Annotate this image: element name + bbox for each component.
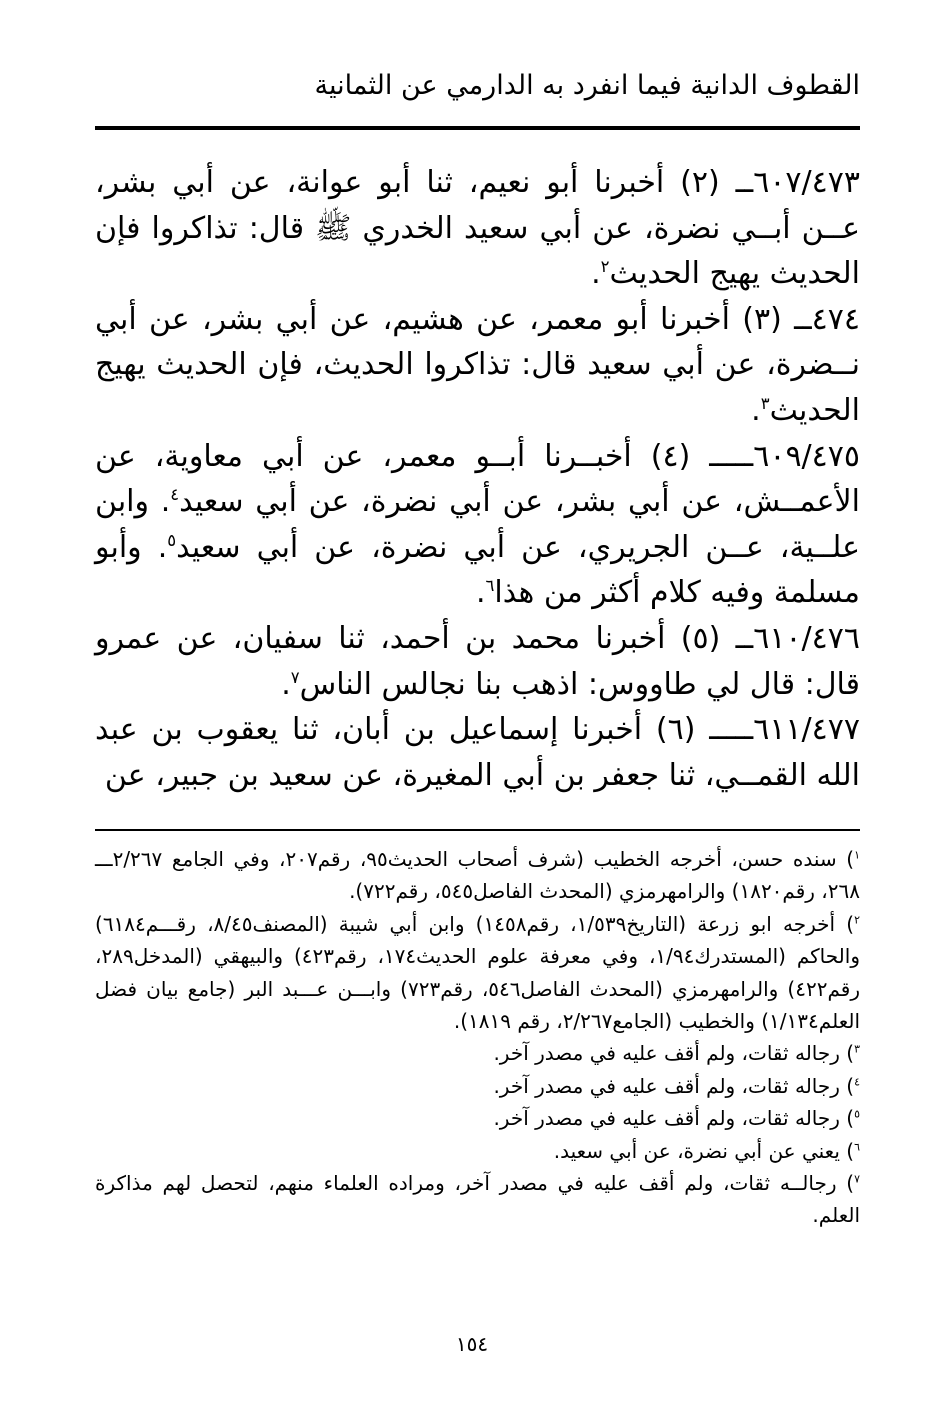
- hadith-text: ٦١٠/٤٧٦ــ (٥) أخبرنا محمد بن أحمد، ثنا سفيان، عن عمرو قال: قال لي طاووس: اذهب بنا نجالس الناس: [95, 620, 860, 702]
- footnote: $^٣$) رجاله ثقات، ولم أقف عليه في مصدر آخر.: [493, 1041, 860, 1066]
- footnote: $^٥$) رجاله ثقات، ولم أقف عليه في مصدر آخر.: [493, 1106, 860, 1131]
- hadith-text: . وابن علــية، عــن الجريري، عن أبي نضرة، عن أبي سعيد: [95, 484, 860, 565]
- hadith-text: ٦٠٩/٤٧٥ـــــ (٤) أخبــرنا أبــو معمر، عن أبي معاوية، عن الأعمــش، عن أبي بشر، عن أبي نضرة، عن أبي سعيد: [95, 438, 861, 520]
- main-text: [95, 160, 860, 798]
- footnote-number: ٦: [854, 1140, 860, 1153]
- footnote-text: سنده حسن، أخرجه الخطيب (شرف أصحاب الحديث٩٥، رقم٢٠٧، وفي الجامع ٢/٢٦٧ـــ ٢٦٨، رقم١٨٢٠) والرامهرمزي (المحدث الفاصل٥٤٥، رقم٧٢٢).: [95, 847, 860, 904]
- footnote-marker: ٤: [170, 485, 180, 505]
- footnote-number: ٤: [854, 1075, 860, 1089]
- hadith-text: . وأبو مسلمة وفيه كلام أكثر من هذا: [95, 529, 860, 611]
- header-divider: [95, 126, 860, 130]
- hadith-text: ٦١١/٤٧٧ـــــ (٦) أخبرنا إسماعيل بن أبان، ثنا يعقوب بن عبد الله القمــي، ثنا جعفر بن أبي المغيرة، عن سعيد بن جبير، عن: [95, 712, 860, 793]
- hadith-end: .: [475, 575, 486, 611]
- footnote-number: ٢: [854, 913, 860, 927]
- footnote: $^٢$) أخرجه ابو زرعة (التاريخ١/٥٣٩، رقم١٤٥٨) وابن أبي شيبة (المصنف٨/٤٥، رقـــم٦١٨٤) والحاكم (المستدرك١/٩٤، وفي معرفة علوم الحديث١٧٤، رقم٤٢٣) والبيهقي (المدخل٢٨٩، رقم٤٢٢) والرامهرمزي (المحدث الفاصل٥٤٦، رقم٧٢٣) وابـــن عـــبد البر (جامع بيان فضل العلم١/١٣٤) والخطيب (الجامع٢/٢٦٧، رقم ١٨١٩).: [95, 911, 860, 1034]
- hadith-end: .: [751, 392, 761, 428]
- footnote: $^٦$) يعني عن أبي نضرة، عن أبي سعيد.: [553, 1138, 860, 1163]
- hadith-paragraph: [95, 160, 860, 297]
- footnote: $^١$) سنده حسن، أخرجه الخطيب (شرف أصحاب الحديث٩٥، رقم٢٠٧، وفي الجامع ٢/٢٦٧ـــ ٢٦٨، رقم١٨٢٠) والرامهرمزي (المحدث الفاصل٥٤٥، رقم٧٢٢).: [95, 847, 860, 904]
- footnote-number: ٧: [854, 1172, 860, 1186]
- footnote-marker: ٦: [485, 576, 495, 596]
- footnote-text: يعني عن أبي نضرة، عن أبي سعيد.: [553, 1138, 840, 1163]
- hadith-paragraph: [95, 616, 860, 707]
- footnote-text: رجالــه ثقات، ولم أقف عليه في مصدر آخر، ومراده العلماء منهم، لتحصل لهم مذاكرة العلم.: [95, 1171, 860, 1228]
- footnote-text: رجاله ثقات، ولم أقف عليه في مصدر آخر.: [493, 1106, 840, 1131]
- footnote-marker: ٢: [600, 257, 610, 277]
- hadith-end: .: [591, 256, 601, 292]
- footnote-number: ٥: [854, 1107, 860, 1121]
- footnote-divider: [95, 829, 860, 831]
- page-number: ١٥٤: [455, 1332, 489, 1356]
- hadith-text: ٦٠٧/٤٧٣ــ (٢) أخبرنا أبو نعيم، ثنا أبو عوانة، عن أبي بشر، عــن أبــي نضرة، عن أبي سعيد الخدري ﷺ قال: تذاكروا فإن الحديث يهيج الحديث: [95, 165, 860, 292]
- footnote-text: أخرجه ابو زرعة (التاريخ١/٥٣٩، رقم١٤٥٨) وابن أبي شيبة (المصنف٨/٤٥، رقـــم٦١٨٤) والحاكم (المستدرك١/٩٤، وفي معرفة علوم الحديث١٧٤، رقم٤٢٣) والبيهقي (المدخل٢٨٩، رقم٤٢٢) والرامهرمزي (المحدث الفاصل٥٤٦، رقم٧٢٣) وابـــن عـــبد البر (جامع بيان فضل العلم١/١٣٤) والخطيب (الجامع٢/٢٦٧، رقم ١٨١٩).: [95, 911, 860, 1034]
- hadith-paragraph: [95, 434, 860, 616]
- hadith-paragraph: [95, 707, 860, 798]
- footnote-number: ١: [854, 848, 860, 862]
- footnote-text: رجاله ثقات، ولم أقف عليه في مصدر آخر.: [493, 1041, 840, 1066]
- hadith-paragraph: [95, 297, 860, 434]
- footnote-number: ٣: [854, 1042, 860, 1056]
- footnote-marker: ٥: [167, 530, 177, 550]
- footnotes: [95, 843, 860, 1232]
- hadith-end: .: [281, 666, 291, 702]
- footnote: $^٧$) رجالــه ثقات، ولم أقف عليه في مصدر آخر، ومراده العلماء منهم، لتحصل لهم مذاكرة العلم.: [95, 1171, 860, 1228]
- footnote-marker: ٣: [760, 393, 770, 413]
- running-head-title: القطوف الدانية فيما انفرد به الدارمي عن الثمانية: [314, 70, 860, 101]
- footnote: $^٤$) رجاله ثقات، ولم أقف عليه في مصدر آخر.: [493, 1073, 860, 1098]
- footnote-marker: ٧: [290, 667, 300, 687]
- footnote-text: رجاله ثقات، ولم أقف عليه في مصدر آخر.: [493, 1073, 840, 1098]
- hadith-text: ٤٧٤ــ (٣) أخبرنا أبو معمر، عن هشيم، عن أبي بشر، عن أبي نــضرة، عن أبي سعيد قال: تذاكروا الحديث، فإن الحديث يهيج الحديث: [95, 301, 860, 428]
